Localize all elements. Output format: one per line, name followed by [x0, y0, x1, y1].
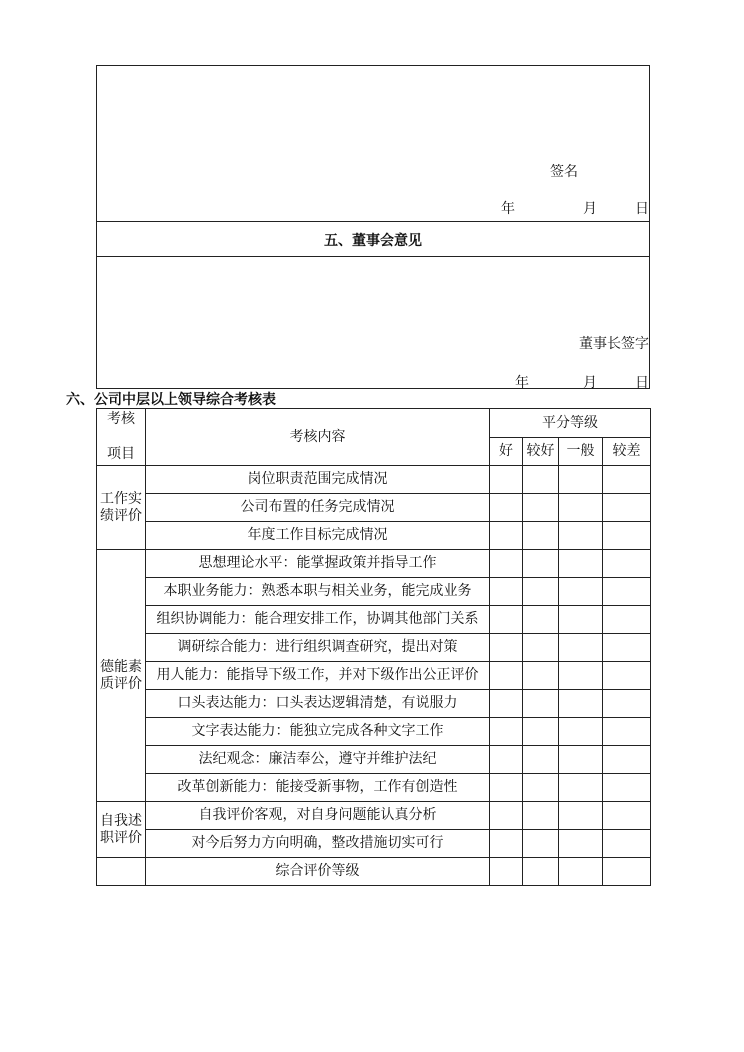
criterion-cell: 对今后努力方向明确，整改措施切实可行 [146, 830, 490, 858]
score-cell[interactable] [603, 746, 651, 774]
score-cell[interactable] [559, 494, 603, 522]
score-cell[interactable] [603, 466, 651, 494]
score-cell[interactable] [603, 830, 651, 858]
group-work-performance [97, 466, 146, 550]
score-cell[interactable] [523, 634, 559, 662]
section4-box [96, 65, 650, 222]
score-cell[interactable] [523, 494, 559, 522]
score-cell[interactable] [603, 718, 651, 746]
grade-average: 一般 [559, 438, 603, 466]
score-cell[interactable] [559, 466, 603, 494]
grade-header: 平分等级 [490, 409, 651, 438]
criterion-cell: 公司布置的任务完成情况 [146, 494, 490, 522]
score-cell[interactable] [490, 634, 523, 662]
score-cell[interactable] [490, 830, 523, 858]
score-cell[interactable] [490, 550, 523, 578]
score-cell[interactable] [559, 662, 603, 690]
score-cell[interactable] [603, 522, 651, 550]
score-cell[interactable] [603, 606, 651, 634]
score-cell[interactable] [559, 746, 603, 774]
criterion-cell: 用人能力：能指导下级工作，并对下级作出公正评价 [146, 662, 490, 690]
score-cell[interactable] [523, 522, 559, 550]
score-cell[interactable] [523, 830, 559, 858]
section4-month: 月 [583, 201, 597, 217]
score-cell[interactable] [490, 690, 523, 718]
score-cell[interactable] [490, 522, 523, 550]
score-cell[interactable] [523, 746, 559, 774]
item-header-bottom: 项目 [107, 446, 135, 462]
score-cell[interactable] [523, 802, 559, 830]
score-cell[interactable] [523, 774, 559, 802]
score-cell[interactable] [603, 494, 651, 522]
section6-title: 六、公司中层以上领导综合考核表 [66, 392, 276, 408]
section5-day: 日 [635, 375, 649, 391]
grade-poor: 较差 [603, 438, 651, 466]
score-cell[interactable] [603, 858, 651, 886]
score-cell[interactable] [490, 466, 523, 494]
group-name-line1: 自我述 [100, 812, 142, 829]
score-cell[interactable] [559, 634, 603, 662]
section4-day: 日 [635, 201, 649, 217]
criterion-cell: 组织协调能力：能合理安排工作，协调其他部门关系 [146, 606, 490, 634]
section5-title-row [96, 221, 650, 257]
score-cell[interactable] [490, 662, 523, 690]
score-cell[interactable] [559, 690, 603, 718]
score-cell[interactable] [559, 550, 603, 578]
score-cell[interactable] [603, 662, 651, 690]
score-cell[interactable] [559, 606, 603, 634]
score-cell[interactable] [490, 606, 523, 634]
criterion-cell: 思想理论水平：能掌握政策并指导工作 [146, 550, 490, 578]
score-cell[interactable] [523, 606, 559, 634]
score-cell[interactable] [490, 718, 523, 746]
score-cell[interactable] [523, 662, 559, 690]
group-name-line1: 工作实 [100, 490, 142, 507]
group-name-line2: 质评价 [100, 675, 142, 692]
summary-label: 综合评价等级 [146, 858, 490, 886]
score-cell[interactable] [523, 550, 559, 578]
evaluation-table [96, 408, 651, 886]
content-header: 考核内容 [146, 409, 490, 466]
group-name-line2: 职评价 [100, 829, 142, 846]
score-cell[interactable] [603, 774, 651, 802]
section4-year: 年 [501, 201, 515, 217]
score-cell[interactable] [559, 774, 603, 802]
score-cell[interactable] [523, 858, 559, 886]
section4-sign-label: 签名 [550, 164, 578, 180]
score-cell[interactable] [559, 718, 603, 746]
criterion-cell: 岗位职责范围完成情况 [146, 466, 490, 494]
score-cell[interactable] [603, 690, 651, 718]
score-cell[interactable] [603, 550, 651, 578]
summary-blank-cell [97, 858, 146, 886]
score-cell[interactable] [603, 578, 651, 606]
score-cell[interactable] [603, 634, 651, 662]
section5-box [96, 256, 650, 389]
section5-month: 月 [583, 375, 597, 391]
score-cell[interactable] [523, 718, 559, 746]
score-cell[interactable] [490, 578, 523, 606]
criterion-cell: 调研综合能力：进行组织调查研究，提出对策 [146, 634, 490, 662]
score-cell[interactable] [559, 522, 603, 550]
group-self-report [97, 802, 146, 858]
section5-title: 五、董事会意见 [324, 233, 422, 249]
score-cell[interactable] [490, 746, 523, 774]
section5-year: 年 [515, 375, 529, 391]
score-cell[interactable] [523, 690, 559, 718]
score-cell[interactable] [559, 830, 603, 858]
criterion-cell: 本职业务能力：熟悉本职与相关业务，能完成业务 [146, 578, 490, 606]
score-cell[interactable] [559, 578, 603, 606]
score-cell[interactable] [559, 802, 603, 830]
group-name-line2: 绩评价 [100, 507, 142, 524]
criterion-cell: 自我评价客观，对自身问题能认真分析 [146, 802, 490, 830]
section5-sign-label: 董事长签字 [579, 336, 649, 352]
group-character-ability [97, 550, 146, 802]
score-cell[interactable] [523, 466, 559, 494]
score-cell[interactable] [490, 802, 523, 830]
score-cell[interactable] [490, 858, 523, 886]
item-header-top: 考核 [107, 411, 135, 427]
criterion-cell: 口头表达能力：口头表达逻辑清楚，有说服力 [146, 690, 490, 718]
score-cell[interactable] [490, 494, 523, 522]
score-cell[interactable] [603, 802, 651, 830]
criterion-cell: 文字表达能力：能独立完成各种文字工作 [146, 718, 490, 746]
grade-good: 好 [490, 438, 523, 466]
criterion-cell: 法纪观念：廉洁奉公，遵守并维护法纪 [146, 746, 490, 774]
criterion-cell: 改革创新能力：能接受新事物，工作有创造性 [146, 774, 490, 802]
group-name-line1: 德能素 [100, 658, 142, 675]
item-header [97, 409, 146, 466]
score-cell[interactable] [559, 858, 603, 886]
score-cell[interactable] [523, 578, 559, 606]
grade-fairly-good: 较好 [523, 438, 559, 466]
score-cell[interactable] [490, 774, 523, 802]
criterion-cell: 年度工作目标完成情况 [146, 522, 490, 550]
